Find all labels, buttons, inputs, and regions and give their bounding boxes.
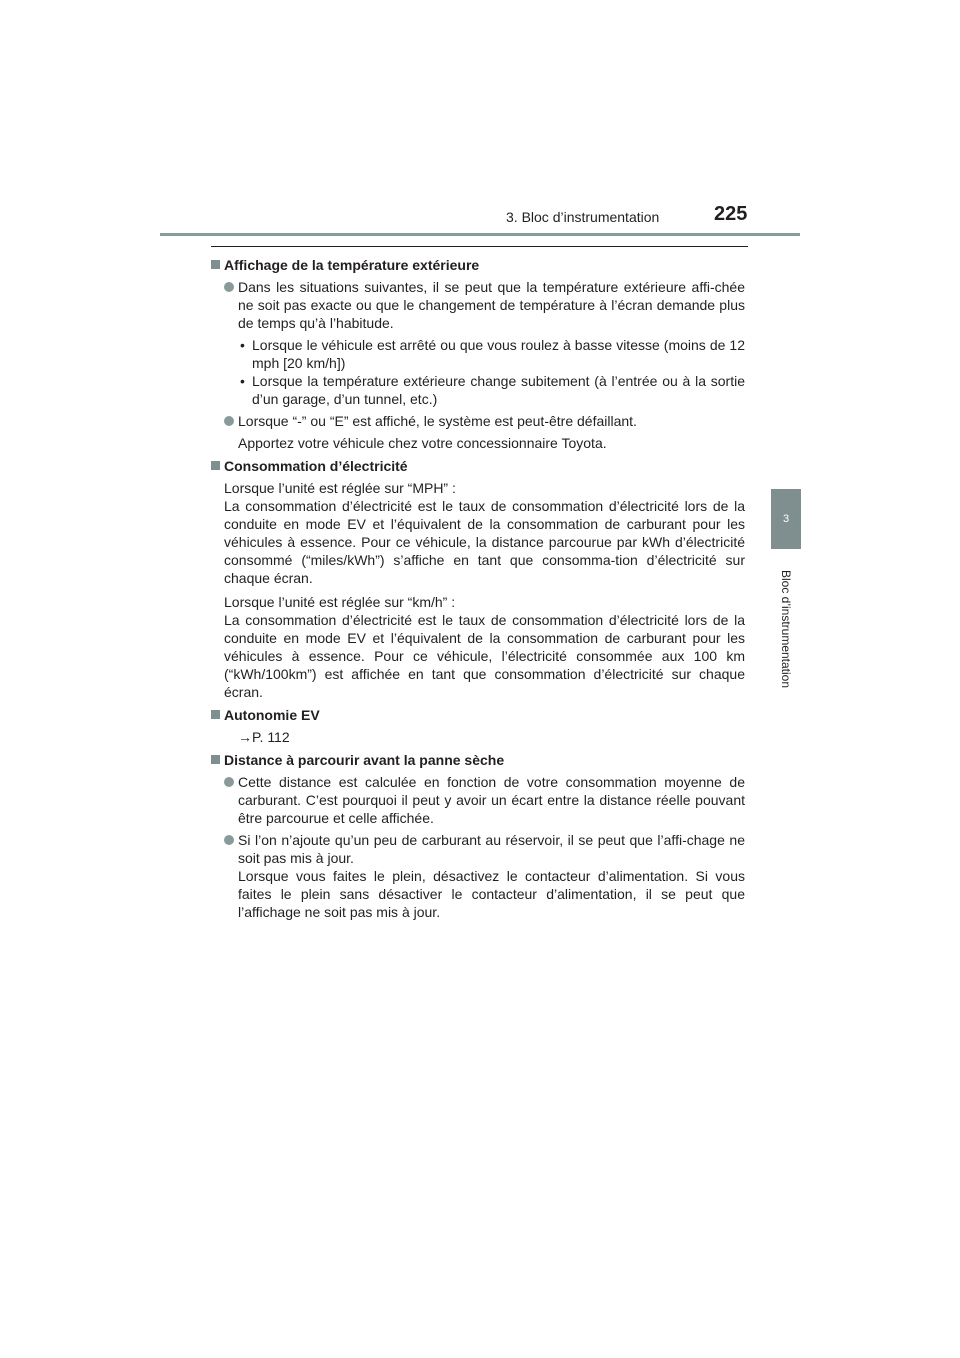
bullet-outside-temp-2: Lorsque “-” ou “E” est affiché, le système est peut-être défaillant. bbox=[210, 412, 745, 430]
electricity-mph-text: La consommation d’électricité est le taux de consommation d’électricité lors de la conduite en mode EV et l’équivalent de la consommation de carburant pour les véhicules à essence. Pour ce véhicule, la distance parcourue par kWh d’électricité consommé (“miles/kWh”) s’affiche en tant que consomma-tion d’électricité sur chaque écran. bbox=[224, 498, 745, 586]
small-bullet-mark: • bbox=[240, 373, 245, 389]
bullet-outside-temp-1: Dans les situations suivantes, il se peut que la température extérieure affi-chée ne soit pas exacte ou que le changement de température à l’écran demande plus de temps qu’à l’habitude. bbox=[210, 278, 745, 332]
sub-item-sudden-change: • Lorsque la température extérieure change subitement (à l’entrée ou à la sortie d’un garage, d’un tunnel, etc.) bbox=[240, 373, 745, 407]
sub-item-low-speed: • Lorsque le véhicule est arrêté ou que vous roulez à basse vitesse (moins de 12 mph [20 km/h]) bbox=[240, 337, 745, 371]
bullet-distance-1: Cette distance est calculée en fonction de votre consommation moyenne de carburant. C’est pourquoi il peut y avoir un écart entre la distance réelle pouvant être parcourue et celle affichée. bbox=[210, 773, 745, 827]
bullet-distance-2: Si l’on n’ajoute qu’un peu de carburant au réservoir, il se peut que l’affi-chage ne soit pas mis à jour. Lorsque vous faites le plein, désactivez le contacteur d’alimentation. Si vous faites le plein sans désactiver le contacteur d’alimentation, il se peut que l’affichage ne soit pas mis à jour. bbox=[210, 831, 745, 921]
round-bullet-icon bbox=[224, 777, 234, 787]
electricity-kmh-intro: Lorsque l’unité est réglée sur “km/h” : bbox=[224, 594, 456, 610]
section-title-ev-range: Autonomie EV bbox=[210, 706, 745, 724]
small-bullet-mark: • bbox=[240, 337, 245, 353]
ev-range-page-reference: →P. 112 bbox=[238, 729, 290, 745]
square-bullet-icon bbox=[211, 710, 220, 719]
electricity-kmh-text: La consommation d’électricité est le taux de consommation d’électricité lors de la conduite en mode EV et l’équivalent de la consommation de carburant pour les véhicules à essence. Pour ce véhicule, l’électricité consommée aux 100 km (“kWh/100km”) est affichée en tant que consommation d’électricité sur chaque écran. bbox=[224, 612, 745, 700]
chapter-number: 3 bbox=[782, 513, 790, 525]
chapter-tab bbox=[771, 489, 801, 549]
header-rule bbox=[160, 233, 800, 236]
section-title-distance: Distance à parcourir avant la panne sèche bbox=[210, 751, 745, 769]
chapter-side-label bbox=[771, 549, 801, 709]
square-bullet-icon bbox=[211, 755, 220, 764]
round-bullet-icon bbox=[224, 835, 234, 845]
chapter-label: Bloc d’instrumentation bbox=[779, 569, 793, 689]
round-bullet-icon bbox=[224, 416, 234, 426]
header-section-title: 3. Bloc d’instrumentation bbox=[506, 209, 660, 225]
round-bullet-icon bbox=[224, 282, 234, 292]
page-content bbox=[210, 256, 745, 925]
content-top-rule bbox=[211, 246, 748, 247]
electricity-mph-intro: Lorsque l’unité est réglée sur “MPH” : bbox=[224, 480, 456, 496]
square-bullet-icon bbox=[211, 260, 220, 269]
square-bullet-icon bbox=[211, 461, 220, 470]
section-title-electricity: Consommation d’électricité bbox=[210, 457, 745, 475]
section-title-outside-temp: Affichage de la température extérieure bbox=[210, 256, 745, 274]
page-number: 225 bbox=[714, 203, 748, 225]
outside-temp-dealer-note: Apportez votre véhicule chez votre concessionnaire Toyota. bbox=[238, 435, 607, 451]
